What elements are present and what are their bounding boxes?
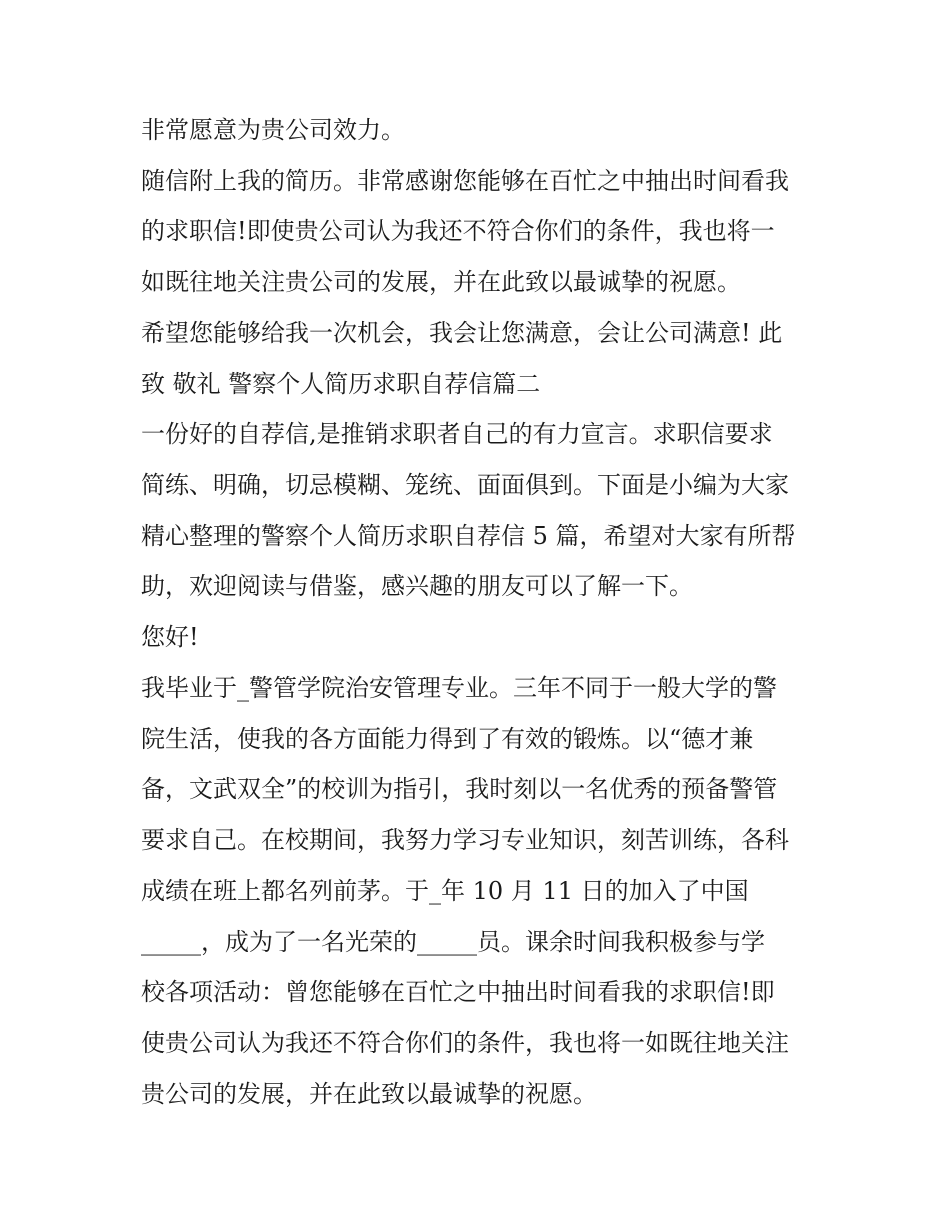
text-line: 助，欢迎阅读与借鉴，感兴趣的朋友可以了解一下。 bbox=[141, 572, 693, 600]
text-line: 备，文武双全”的校训为指引，我时刻以一名优秀的预备警管 bbox=[141, 775, 778, 803]
text-line: _____，成为了一名光荣的_____员。课余时间我积极参与学 bbox=[141, 928, 765, 956]
text-line: 的求职信!即使贵公司认为我还不符合你们的条件，我也将一 bbox=[141, 217, 775, 245]
text-line: 随信附上我的简历。非常感谢您能够在百忙之中抽出时间看我 bbox=[141, 167, 789, 195]
text-line: 精心整理的警察个人简历求职自荐信 5 篇，希望对大家有所帮 bbox=[141, 522, 796, 550]
text-line: 非常愿意为贵公司效力。 bbox=[141, 116, 405, 144]
text-line: 贵公司的发展，并在此致以最诚挚的祝愿。 bbox=[141, 1080, 597, 1108]
text-line: 一份好的自荐信,是推销求职者自己的有力宣言。求职信要求 bbox=[141, 420, 773, 448]
text-line: 简练、明确，切忌模糊、笼统、面面俱到。下面是小编为大家 bbox=[141, 471, 789, 499]
text-line: 希望您能够给我一次机会，我会让您满意，会让公司满意! 此 bbox=[141, 319, 783, 347]
text-line: 要求自己。在校期间，我努力学习专业知识，刻苦训练，各科 bbox=[141, 826, 789, 854]
text-line: 如既往地关注贵公司的发展，并在此致以最诚挚的祝愿。 bbox=[141, 268, 741, 296]
text-line: 我毕业于_警管学院治安管理专业。三年不同于一般大学的警 bbox=[141, 674, 777, 702]
text-line: 成绩在班上都名列前茅。于_年 10 月 11 日的加入了中国 bbox=[141, 877, 749, 905]
text-line: 校各项活动：曾您能够在百忙之中抽出时间看我的求职信!即 bbox=[141, 978, 775, 1006]
text-line: 您好! bbox=[141, 623, 199, 651]
text-line: 使贵公司认为我还不符合你们的条件，我也将一如既往地关注 bbox=[141, 1029, 789, 1057]
text-line: 致 敬礼 警察个人简历求职自荐信篇二 bbox=[141, 370, 541, 398]
text-line: 院生活，使我的各方面能力得到了有效的锻炼。以“德才兼 bbox=[141, 725, 754, 753]
